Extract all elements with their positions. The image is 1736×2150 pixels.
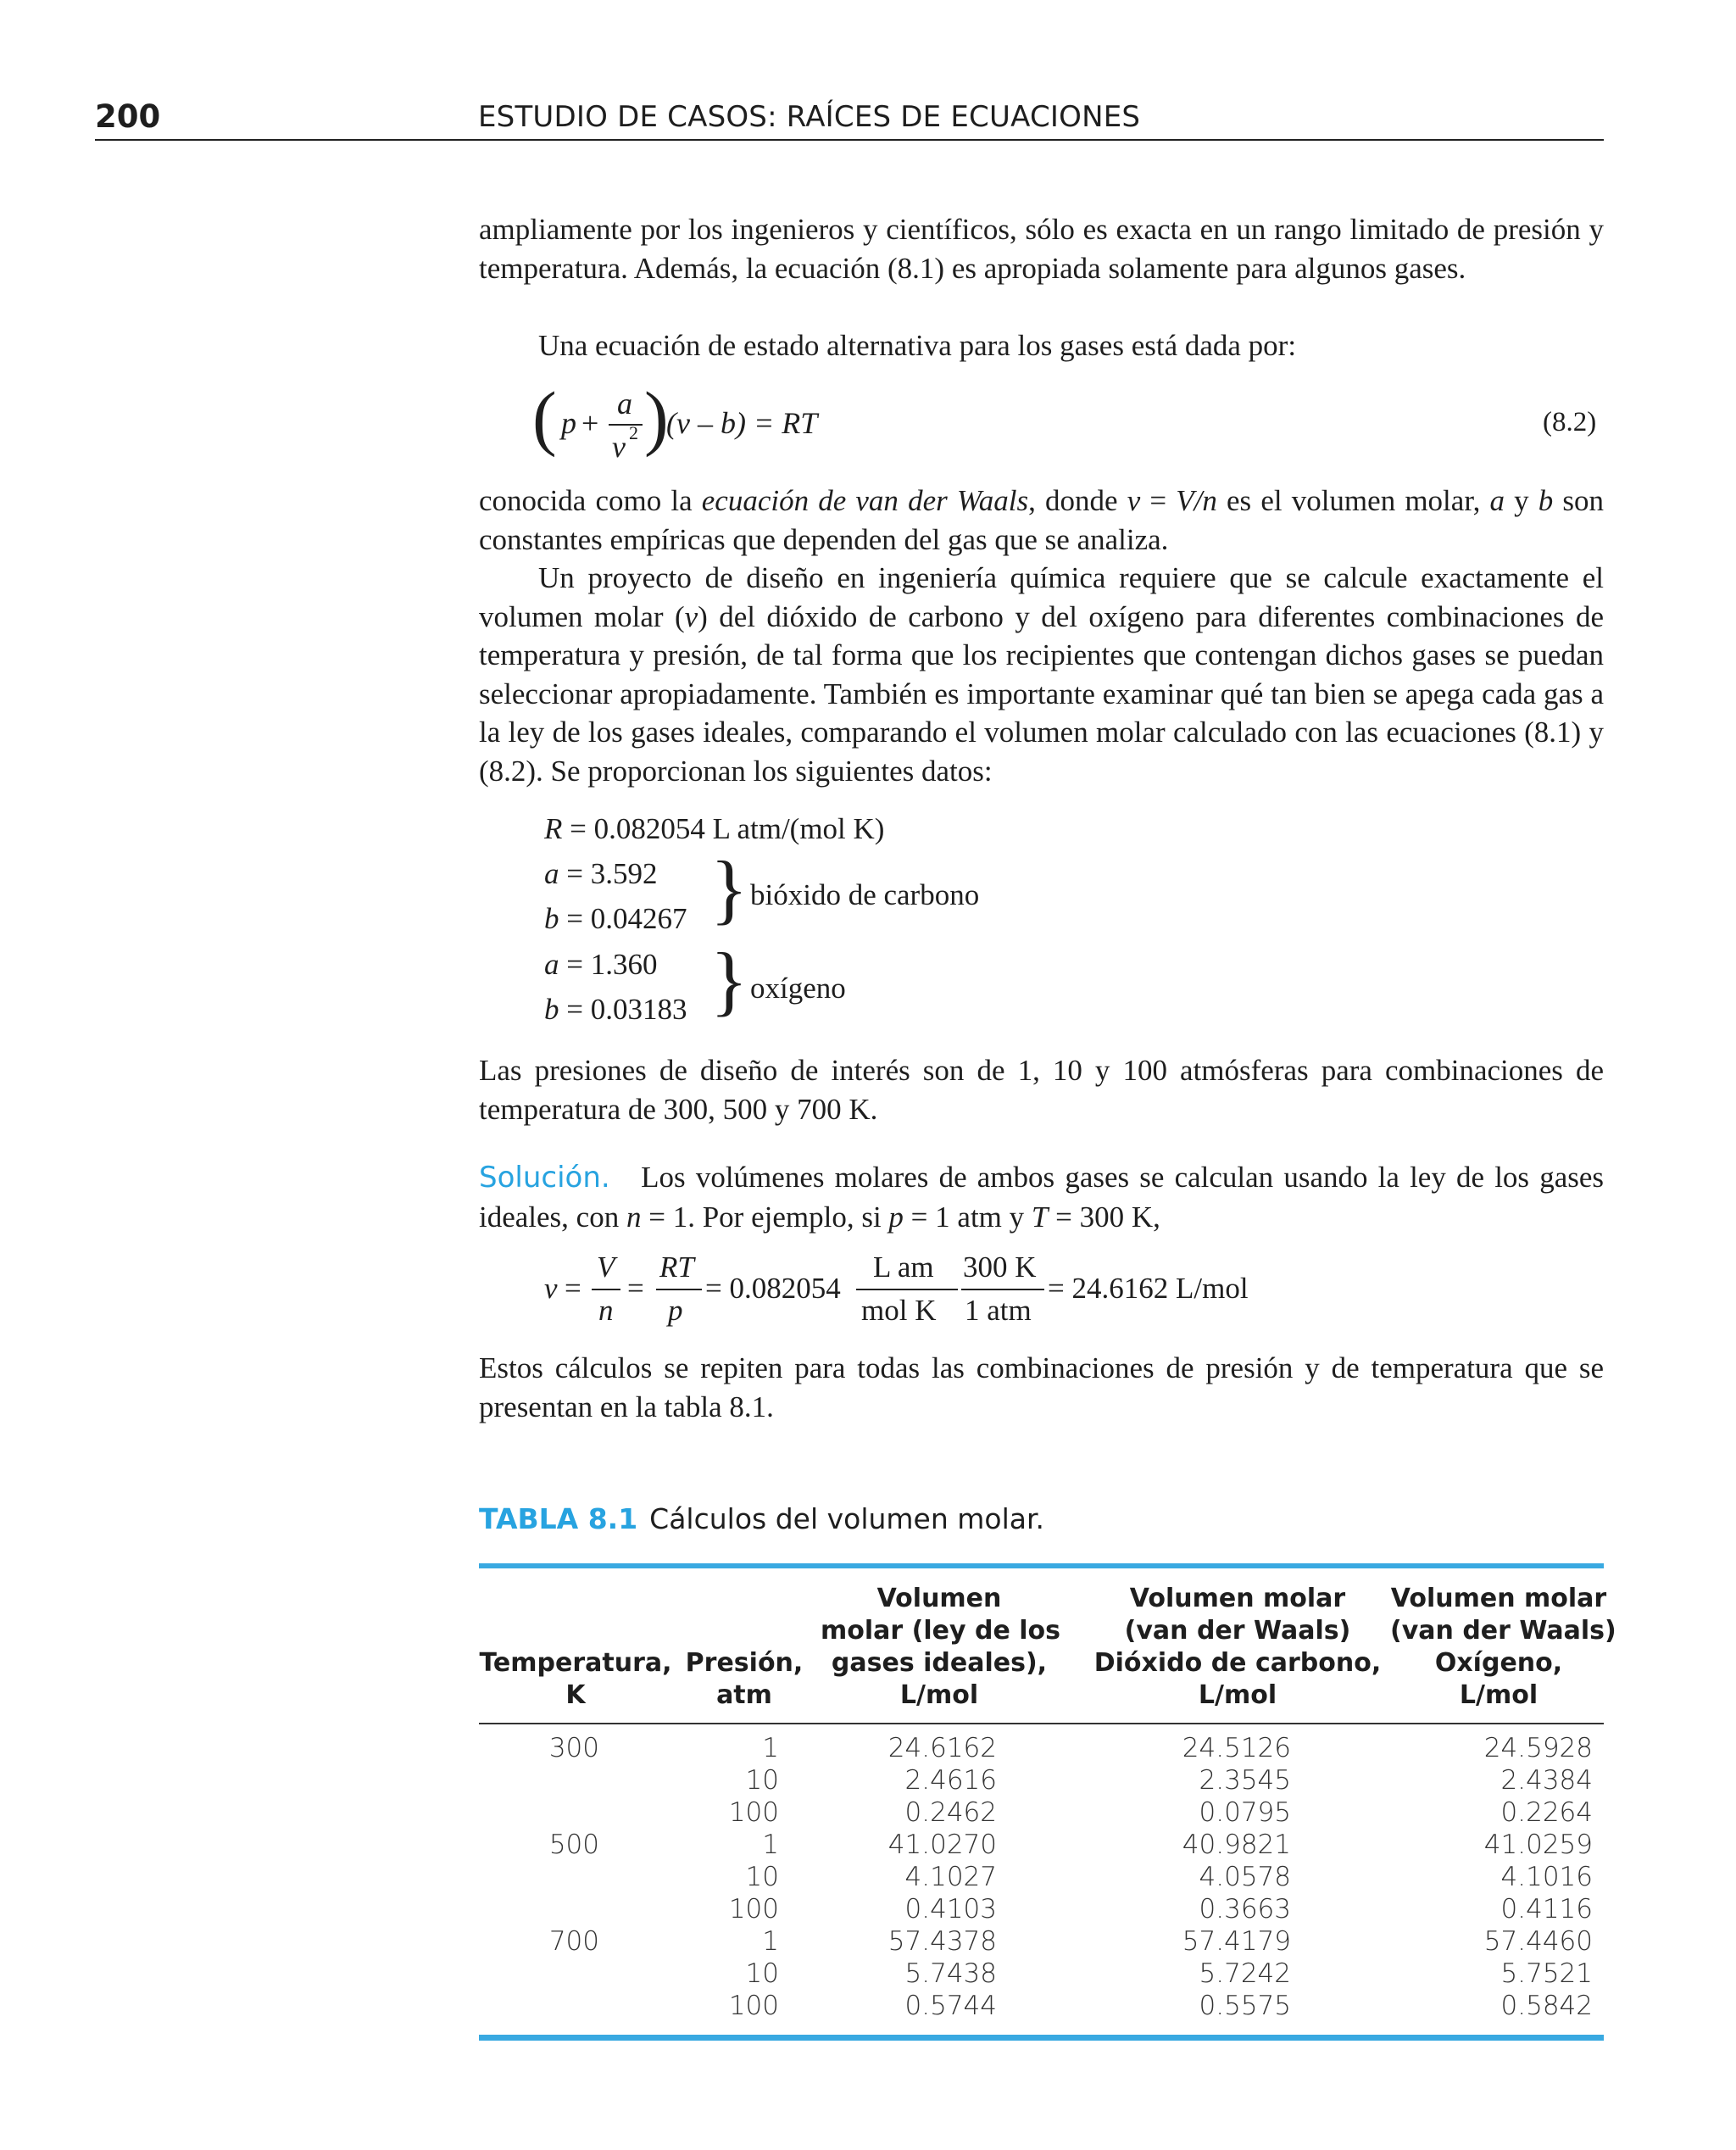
header-temperature: Temperatura, K [479,1648,672,1710]
label-co2: bióxido de carbono [750,878,980,911]
header-vdw-o2: Volumen molar (van der Waals) Oxígeno, L/mol [1390,1584,1616,1710]
header-pressure: Presión, atm [685,1648,804,1710]
running-head: ESTUDIO DE CASOS: RAÍCES DE ECUACIONES [478,100,1141,134]
table-row: 500 1 41.0270 40.9821 41.0259 [548,1830,1593,1860]
constant-co2-a: a = 3.592 [544,857,658,890]
constant-co2-b: b = 0.04267 [544,902,687,935]
constant-o2-a: a = 1.360 [544,948,658,981]
table-bottom-rule [479,2035,1604,2041]
paragraph-2: Una ecuación de estado alternativa para los gases está dada por: [538,329,1297,362]
table-number: TABLA 8.1 [479,1502,638,1535]
table-body [479,1733,1604,2023]
brace-o2: } [710,937,748,1023]
paragraph-6: Estos cálculos se repiten para todas las combinaciones de presión y de temperatura que se presentan en la tabla 8.1. [479,1351,1604,1423]
table-row: 10 4.1027 4.0578 4.1016 [745,1862,1593,1892]
paragraph-5: Las presiones de diseño de interés son de 1, 10 y 100 atmósferas para combinaciones de temperatura de 300, 500 y 700 K. [479,1054,1604,1126]
page-number: 200 [95,98,161,135]
table-row: 300 1 24.6162 24.5126 24.5928 [548,1733,1593,1763]
table-row: 700 1 57.4378 57.4179 57.4460 [548,1926,1593,1957]
paragraph-1: ampliamente por los ingenieros y científicos, sólo es exacta en un rango limitado de presión y temperatura. Además, la ecuación (8.1) es apropiada solamente para algunos gases. [479,213,1604,285]
brace-co2: } [710,845,748,932]
solution-label: Solución. [479,1161,610,1195]
header-vdw-co2: Volumen molar (van der Waals) Dióxido de carbono, L/mol [1093,1584,1382,1710]
solution-paragraph: Solución. Los volúmenes molares de ambos gases se calculan usando la ley de los gases ideales, con n = 1. Por ejemplo, si p = 1 atm y T = 300 K, [479,1161,1605,1234]
paragraph-3: conocida como la ecuación de van der Waals, donde v = V/n es el volumen molar, a y b son constantes empíricas que dependen del gas que se analiza. [479,484,1604,556]
header-ideal-volume: Volumen molar (ley de los gases ideales), L/mol [821,1584,1060,1710]
table-row: 100 0.5744 0.5575 0.5842 [728,1991,1593,2021]
table-row: 10 2.4616 2.3545 2.4384 [745,1765,1593,1796]
table-row: 10 5.7438 5.7242 5.7521 [745,1958,1593,1989]
constant-o2-b: b = 0.03183 [544,993,687,1026]
paragraph-4: Un proyecto de diseño en ingeniería química requiere que se calcule exactamente el volumen molar (v) del dióxido de carbono y del oxígeno para diferentes combinaciones de temperatura y presión, de tal forma que los recipientes que contengan dichos gases se puedan seleccionar apropiadamente. También es importante examinar qué tan bien se apega cada gas a la ley de los gases ideales, comparando el volumen molar calculado con las ecuaciones (8.1) y (8.2). Se proporcionan los siguientes datos: [479,561,1604,788]
table-row: 100 0.2462 0.0795 0.2264 [728,1797,1593,1828]
table-row: 100 0.4103 0.3663 0.4116 [728,1894,1593,1924]
equation-number: (8.2) [1543,407,1597,437]
constant-R: R = 0.082054 L atm/(mol K) [544,812,885,845]
label-o2: oxígeno [750,972,846,1005]
table-header-rule [479,1723,1604,1724]
table-caption: TABLA 8.1 Cálculos del volumen molar. [479,1502,1045,1535]
page-header [95,95,1604,141]
table-top-rule [479,1563,1604,1568]
